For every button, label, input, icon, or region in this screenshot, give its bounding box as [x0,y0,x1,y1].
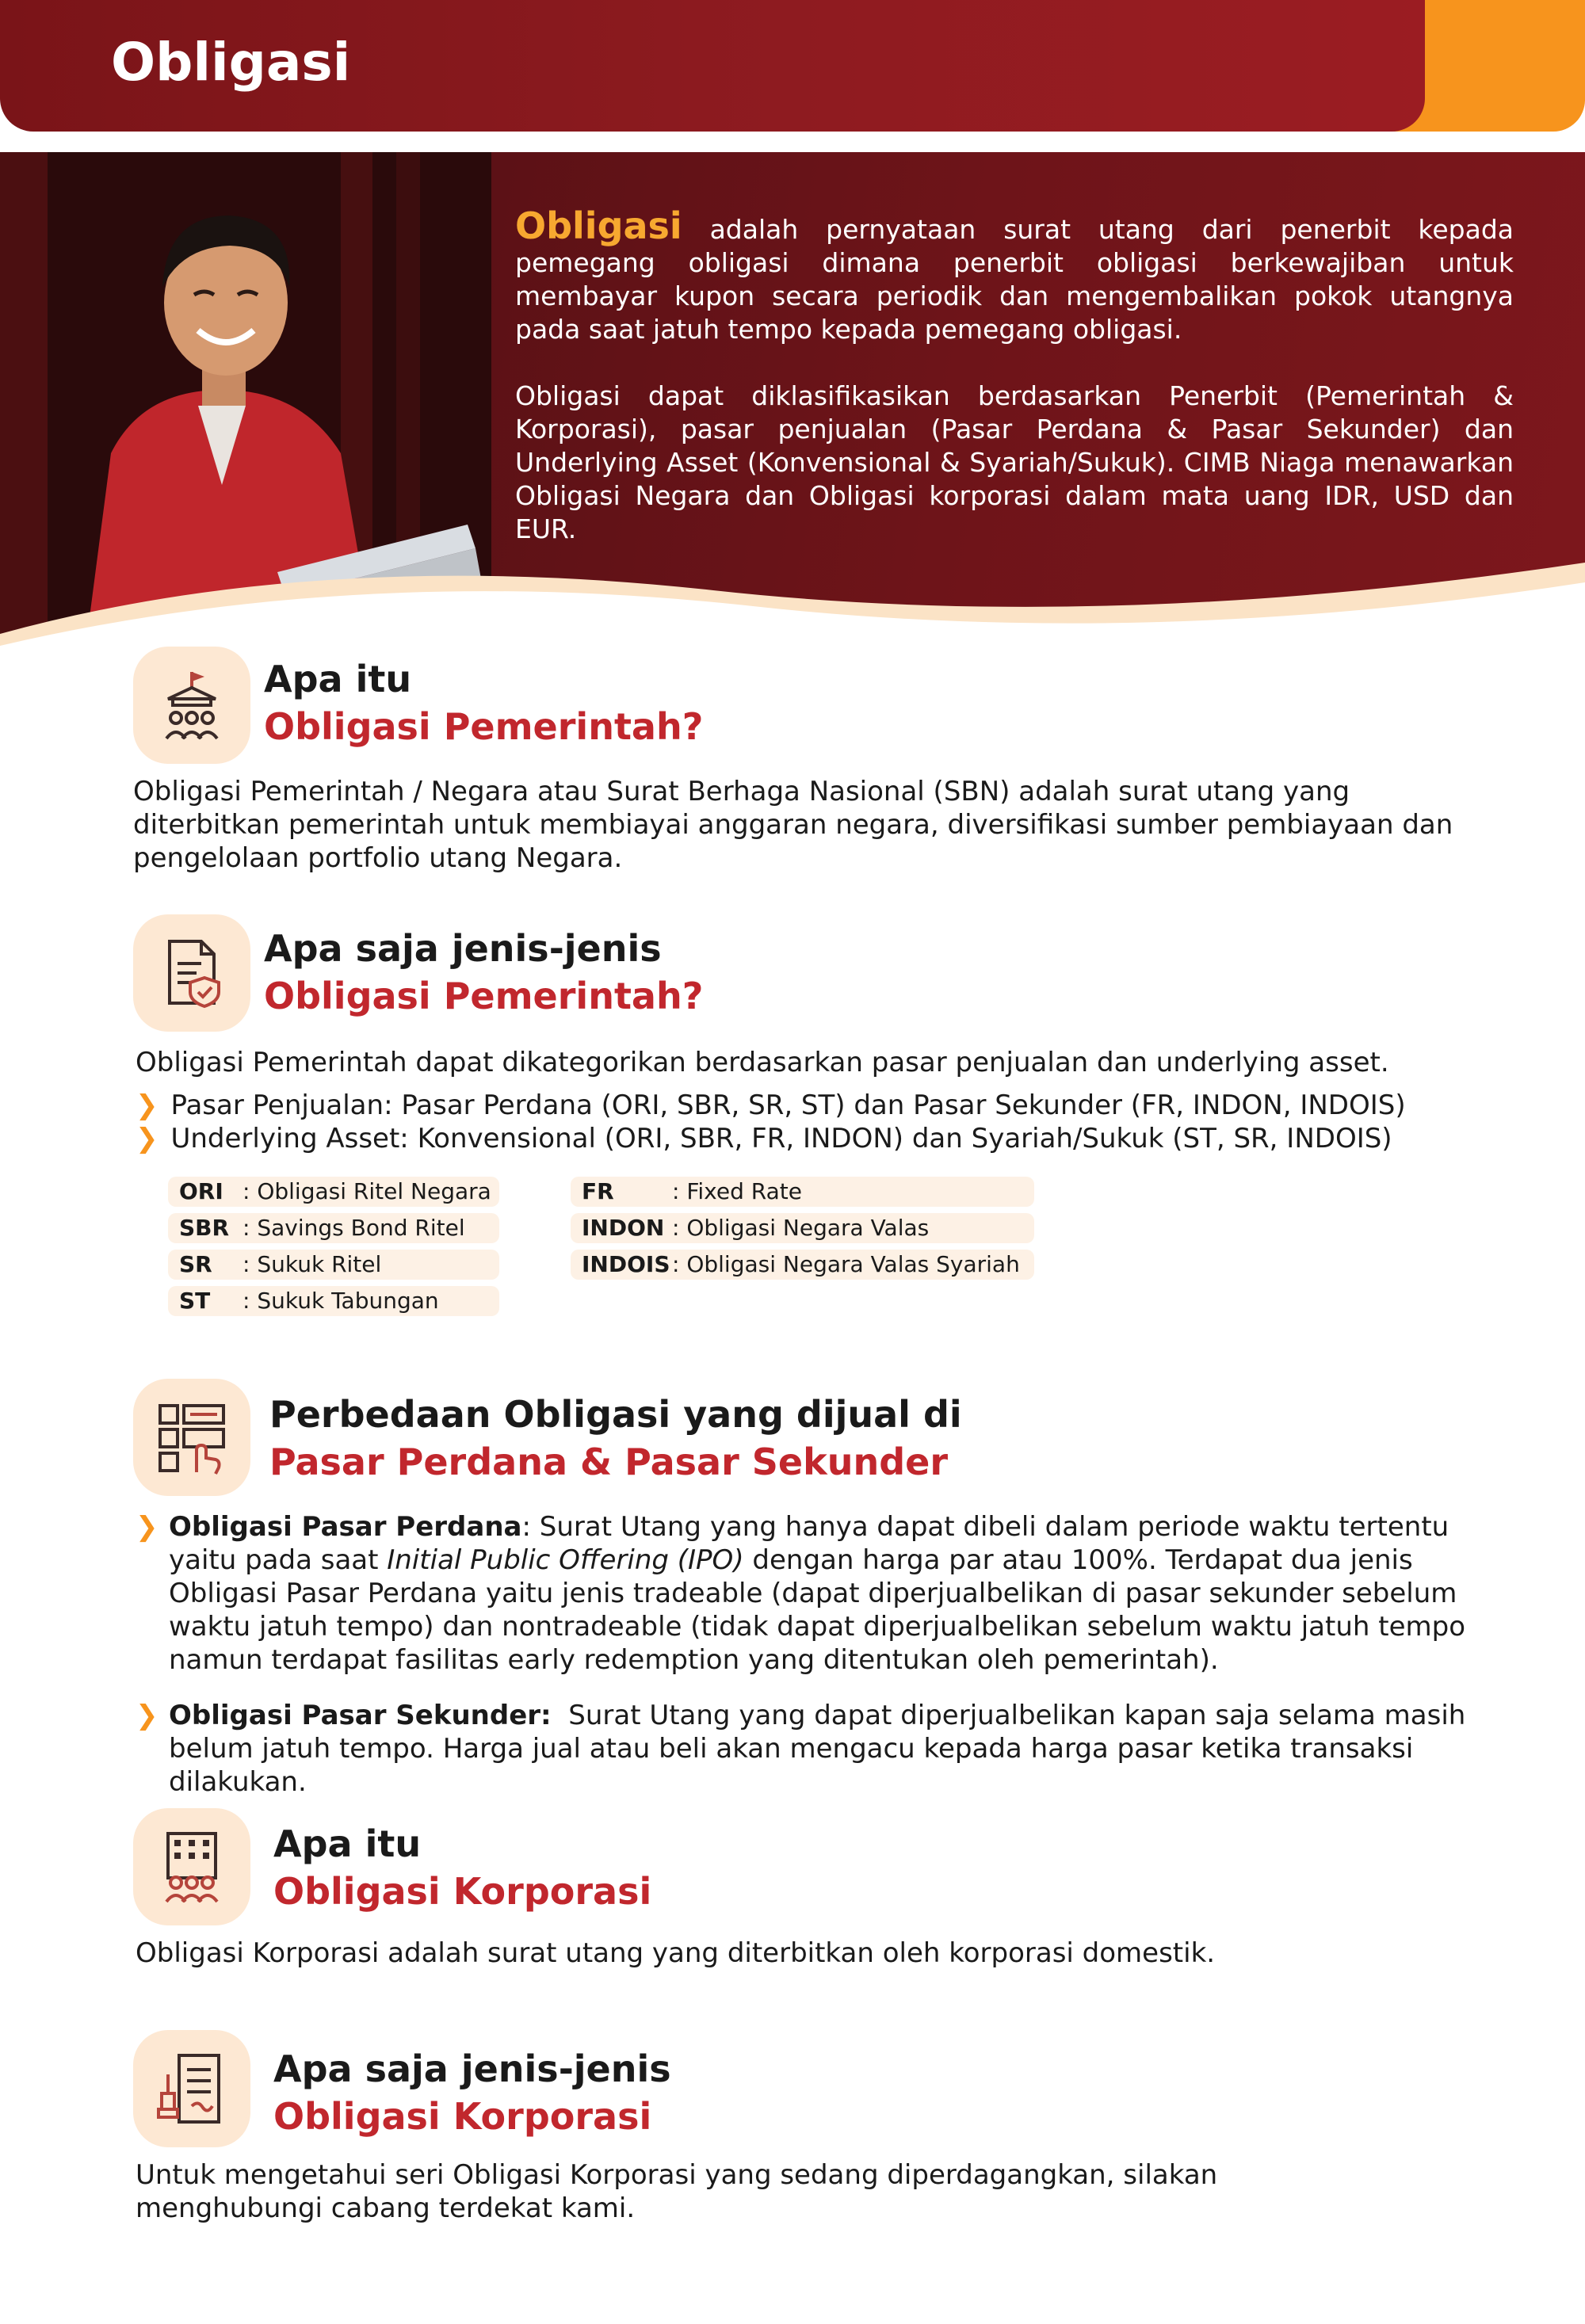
legend-code: INDOIS [582,1251,670,1277]
contract-stamp-icon [133,2030,250,2147]
section-gov-types-subtitle: Obligasi Pemerintah? [264,975,704,1017]
chevron-right-icon: ❯ [136,1123,158,1154]
office-building-people-icon [133,1808,250,1925]
section-gov-types-intro: Obligasi Pemerintah dapat dikategorikan berdasarkan pasar penjualan dan underlying asset. [136,1047,1389,1078]
legend-item [571,1177,1034,1207]
chevron-right-icon: ❯ [136,1511,158,1543]
hero-highlight-term: Obligasi [515,204,682,247]
legend-description: : Obligasi Ritel Negara [243,1178,491,1204]
document-shield-icon [133,914,250,1032]
primary-market-text-a: : Surat Utang yang hanya dapat dibeli dalam periode waktu tertentu yaitu pada saat [169,1511,1449,1576]
secondary-market-text: Surat Utang yang dapat diperjualbelikan kapan saja selama masih belum jatuh tempo. Harga jual atau beli akan mengacu kepada harga pasar ketika transaksi dilakukan. [169,1700,1466,1798]
legend-item [571,1213,1034,1243]
legend-description: : Sukuk Tabungan [243,1288,439,1314]
legend-item [168,1213,499,1243]
section-gov-what-subtitle: Obligasi Pemerintah? [264,705,704,748]
legend-code: INDON [582,1215,665,1241]
section-gov-what-title: Apa itu [264,658,412,700]
section-corp-what-title: Apa itu [273,1822,422,1865]
section-corp-types-body: Untuk mengetahui seri Obligasi Korporasi yang sedang diperdagangkan, silakan menghubungi cabang terdekat kami. [136,2159,1218,2224]
legend-description: : Savings Bond Ritel [243,1215,465,1241]
government-building-icon [133,647,250,764]
bullet-item [136,1089,1406,1122]
secondary-market-label: Obligasi Pasar Sekunder: [169,1700,552,1731]
legend-code: FR [582,1178,614,1204]
legend-description: : Sukuk Ritel [243,1251,382,1277]
primary-market-italic: Initial Public Offering (IPO) [387,1544,744,1576]
section-corp-what-body: Obligasi Korporasi adalah surat utang yang diterbitkan oleh korporasi domestik. [136,1937,1216,1969]
legend-code: SR [179,1251,212,1277]
legend-item [571,1250,1034,1280]
chevron-right-icon: ❯ [136,1089,158,1121]
legend-description: : Obligasi Negara Valas Syariah [672,1251,1020,1277]
legend-description: : Obligasi Negara Valas [672,1215,930,1241]
bullet-text: Underlying Asset: Konvensional (ORI, SBR, FR, INDON) dan Syariah/Sukuk (ST, SR, INDOIS) [170,1123,1392,1154]
legend-code: ORI [179,1178,223,1204]
primary-market-paragraph [136,1510,1469,1677]
section-market-subtitle: Pasar Perdana & Pasar Sekunder [269,1441,949,1483]
chevron-right-icon: ❯ [136,1700,158,1731]
section-gov-types-title: Apa saja jenis-jenis [264,927,662,970]
hero-paragraph-2: Obligasi dapat diklasifikasikan berdasarkan Penerbit (Pemerintah & Korporasi), pasar penjualan (Pasar Perdana & Pasar Sekunder) dan Underlying Asset (Konvensional & Syariah/Sukuk). CIMB Niaga menawarkan Obligasi Negara dan Obligasi korporasi dalam mata uang IDR, USD dan EUR. [515,380,1514,544]
hero-paragraph-1-text: adalah pernyataan surat utang dari penerbit kepada pemegang obligasi dimana penerbit obligasi berkewajiban untuk membayar kupon secara periodik dan mengembalikan pokok utangnya pada saat jatuh tempo kepada pemegang obligasi. [515,214,1514,345]
legend-code: ST [179,1288,211,1314]
primary-market-text-b: dengan harga par atau 100%. Terdapat dua jenis Obligasi Pasar Perdana yaitu jenis tradeable (dapat diperjualbelikan di pasar sekunder sebelum waktu jatuh tempo) dan nontradeable (tidak dapat diperjualbelikan sebelum waktu jatuh tempo namun terdapat fasilitas early redemption yang ditentukan oleh pemerintah). [169,1544,1466,1676]
bullet-text: Pasar Penjualan: Pasar Perdana (ORI, SBR, SR, ST) dan Pasar Sekunder (FR, INDON, INDOIS) [170,1089,1406,1121]
section-corp-types-subtitle: Obligasi Korporasi [273,2095,652,2138]
section-gov-what-body: Obligasi Pemerintah / Negara atau Surat Berhaga Nasional (SBN) adalah surat utang yang diterbitkan pemerintah untuk membiayai anggaran negara, diversifikasi sumber pembiayaan dan pengelolaan portfolio utang Negara. [133,776,1453,874]
page-header [0,0,1425,132]
qr-touch-icon [133,1379,250,1496]
legend-item [168,1286,499,1316]
section-corp-types-title: Apa saja jenis-jenis [273,2047,671,2090]
page-title: Obligasi [111,32,351,93]
legend-item [168,1177,499,1207]
primary-market-label: Obligasi Pasar Perdana [169,1511,522,1543]
section-market-title: Perbedaan Obligasi yang dijual di [269,1393,962,1436]
legend-item [168,1250,499,1280]
legend-code: SBR [179,1215,230,1241]
secondary-market-paragraph [136,1699,1469,1799]
hero-paragraph-1 [515,204,1514,346]
hero-wave-divider [0,515,1585,674]
section-corp-what-subtitle: Obligasi Korporasi [273,1870,652,1913]
legend-description: : Fixed Rate [672,1178,802,1204]
bullet-item [136,1122,1392,1155]
